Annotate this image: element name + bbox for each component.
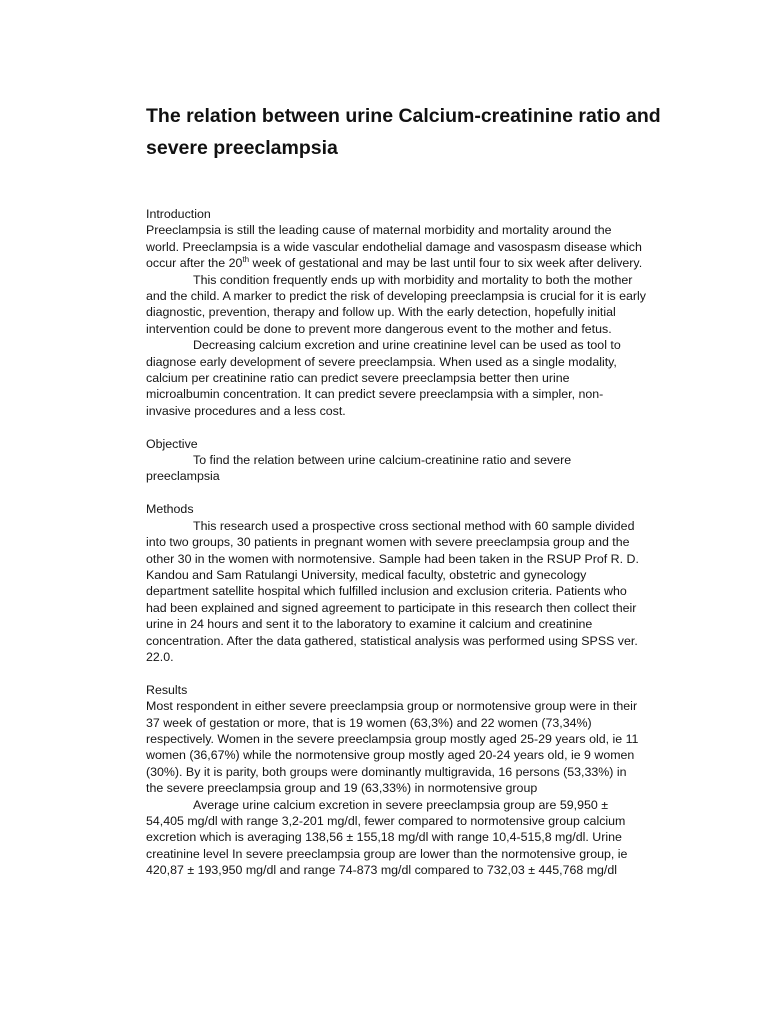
section-spacer — [146, 485, 646, 501]
objective-paragraph: To find the relation between urine calcium-creatinine ratio and severe preeclampsia — [146, 453, 572, 484]
section-spacer — [146, 665, 646, 681]
results-paragraph-1: Most respondent in either severe preeclampsia group or normotensive group were in their 37 week of gestation or more, that is 19 women (63,3%) and 22 women (73,34%) respectively. Women in the severe preeclampsia group mostly aged 25-29 years old, ie 11 women (36,67%) while the normotensive group mostly aged 20-24 years old, ie 9 women (30%). By it is parity, both groups were dominantly multigravida, 16 persons (53,33%) in the severe preeclampsia group and 19 (63,33%) in normotensive group — [146, 699, 639, 796]
objective-heading: Objective — [146, 436, 198, 451]
introduction-paragraph-1 — [146, 222, 646, 271]
results-heading: Results — [146, 682, 188, 697]
introduction-paragraph-2: This condition frequently ends up with morbidity and mortality to both the mother and the child. A marker to predict the risk of developing preeclampsia is crucial for it is early diagnostic, prevention, therapy and follow up. With the early detection, hopefully initial intervention could be done to prevent more dangerous event to the mother and fetus. — [146, 272, 646, 336]
introduction-paragraph-3: Decreasing calcium excretion and urine creatinine level can be used as tool to diagnose early development of severe preeclampsia. When used as a single modality, calcium per creatinine ratio can predict severe preeclampsia better then urine microalbumin concentration. It can predict severe preeclampsia with a simpler, non-invasive procedures and a less cost. — [146, 338, 621, 418]
introduction-heading: Introduction — [146, 207, 211, 221]
results-paragraph-2: Average urine calcium excretion in severe preeclampsia group are 59,950 ± 54,405 mg/dl with range 3,2-201 mg/dl, fewer compared to normotensive group calcium excretion which is averaging 138,56 ± 155,18 mg/dl with range 10,4-515,8 mg/dl. Urine creatinine level In severe preeclampsia group are lower than the normotensive group, ie 420,87 ± 193,950 mg/dl and range 74-873 mg/dl compared to 732,03 ± 445,768 mg/dl — [146, 797, 628, 878]
introduction-p1-text-b: week of gestational and may be last until four to six week after delivery. — [249, 256, 643, 271]
methods-heading: Methods — [146, 502, 194, 517]
introduction-p1-text-a: Preeclampsia is still the leading cause of maternal morbidity and mortality around the world. Preeclampsia is a wide vascular endothelial damage and vasospasm disease which occur after the 20 — [146, 223, 642, 271]
section-spacer — [146, 419, 646, 435]
document-title: The relation between urine Calcium-creatinine ratio and severe preeclampsia — [146, 105, 661, 159]
superscript-th: th — [242, 255, 250, 265]
document-body — [146, 206, 646, 879]
methods-paragraph: This research used a prospective cross sectional method with 60 sample divided into two groups, 30 patients in pregnant women with severe preeclampsia group and the other 30 in the women with normotensive. Sample had been taken in the RSUP Prof R. D. Kandou and Sam Ratulangi University, medical faculty, obstetric and gynecology department satellite hospital which fulfilled inclusion and exclusion criteria. Patients who had been explained and signed agreement to participate in this research then collect their urine in 24 hours and sent it to the laboratory to examine it calcium and creatinine concentration. After the data gathered, statistical analysis was performed using SPSS ver. 22.0. — [146, 518, 639, 664]
